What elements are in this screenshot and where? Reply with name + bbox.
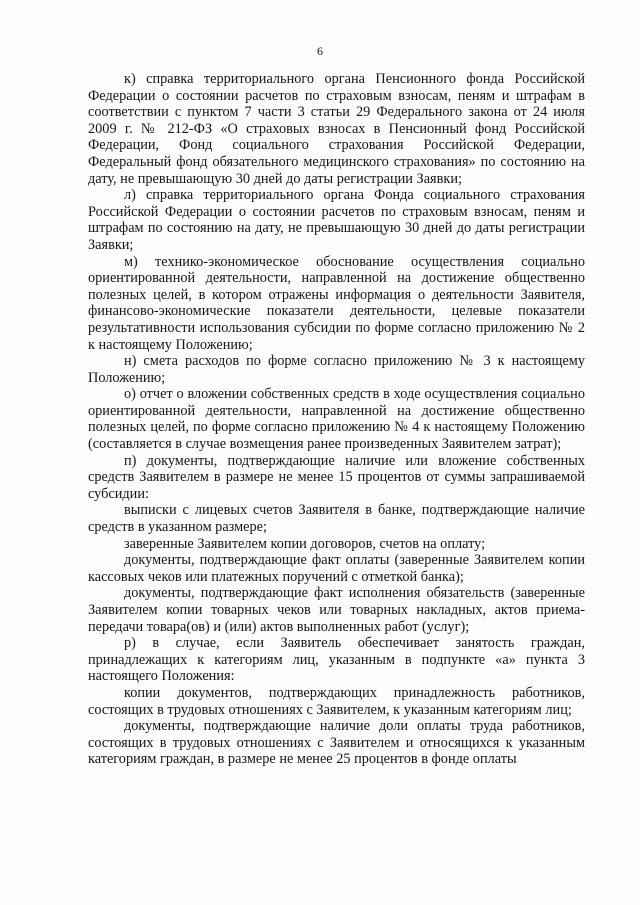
paragraph-p: п) документы, подтверждающие наличие или вложение собственных средств Заявителем в размере не менее 15 процентов от суммы запрашиваемой субсидии: (88, 452, 585, 502)
paragraph-p-contracts: заверенные Заявителем копии договоров, счетов на оплату; (124, 535, 486, 552)
paragraph-k: к) справка территориального органа Пенсионного фонда Российской Федерации о состоянии расчетов по страховым взносам, пеням и штрафам в соответствии с пунктом 7 части 3 статьи 29 Федерального закона от 24 июля 2009 г. № 212-ФЗ «О страховых взносах в Пенсионный фонд Российской Федерации, Фонд социального страхования Российской Федерации, Федеральный фонд обязательного медицинского страхования» по состоянию на дату, не превышающую 30 дней до даты регистрации Заявки; (88, 71, 585, 187)
paragraph-p-payment-proof: документы, подтверждающие факт оплаты (заверенные Заявителем копии кассовых чеков или платежных поручений с отметкой банка); (88, 552, 585, 585)
paragraph-o: о) отчет о вложении собственных средств в ходе осуществления социально ориентированной деятельности, направленной на достижение общественно полезных целей, по форме согласно приложению № 4 к настоящему Положению (составляется в случае возмещения ранее произведенных Заявителем затрат); (88, 386, 585, 453)
page-number: 6 (317, 44, 323, 58)
paragraph-m: м) технико-экономическое обоснование осуществления социально ориентированной деятельности, направленной на достижение общественно полезных целей, в котором отражены информация о деятельности Заявителя, финансово-экономические показатели деятельности, целевые показатели результативности использования субсидии по форме согласно приложению № 2 к настоящему Положению; (88, 253, 585, 353)
paragraph-r: р) в случае, если Заявитель обеспечивает занятость граждан, принадлежащих к категориям лиц, указанным в подпункте «а» пункта 3 настоящего Положения: (88, 635, 585, 685)
paragraph-n: н) смета расходов по форме согласно приложению № 3 к настоящему Положению; (88, 353, 585, 386)
document-body (88, 71, 585, 768)
paragraph-r-wage-share: документы, подтверждающие наличие доли оплаты труда работников, состоящих в трудовых отношениях с Заявителем и относящихся к указанным категориям граждан, в размере не менее 25 процентов в фонде оплаты (88, 718, 585, 768)
paragraph-p-fulfillment-proof: документы, подтверждающие факт исполнения обязательств (заверенные Заявителем копии товарных чеков или товарных накладных, актов приема-передачи товара(ов) и (или) актов выполненных работ (услуг); (88, 585, 585, 635)
paragraph-l: л) справка территориального органа Фонда социального страхования Российской Федерации о состоянии расчетов по страховым взносам, пеням и штрафам по состоянию на дату, не превышающую 30 дней до даты регистрации Заявки; (88, 187, 585, 253)
paragraph-r-employee-docs: копии документов, подтверждающих принадлежность работников, состоящих в трудовых отношениях с Заявителем, к указанным категориям лиц; (88, 684, 585, 718)
paragraph-p-bank-statements: выписки с лицевых счетов Заявителя в банке, подтверждающие наличие средств в указанном размере; (88, 502, 585, 536)
